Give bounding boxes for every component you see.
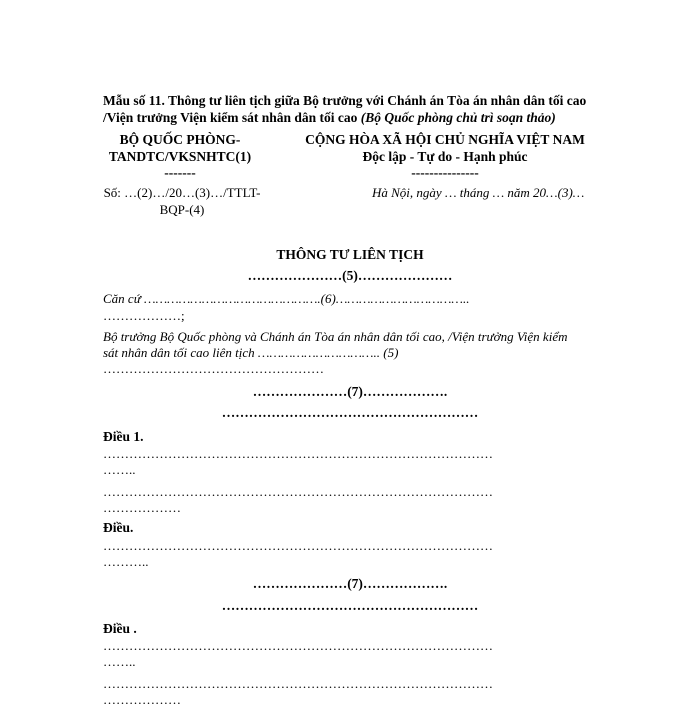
- document-number-line1: Số: …(2)…/20…(3)…/TTLT-: [103, 185, 261, 200]
- article-1-line1: ………………………………………………………………………………: [103, 446, 493, 461]
- section-title-2: …………………………………………………: [221, 598, 479, 613]
- article-3-line2: ……..: [103, 654, 136, 669]
- article-1-line3: ………………………………………………………………………………: [103, 484, 493, 499]
- document-number-line2: BQP-(4): [159, 202, 205, 217]
- national-separator: ---------------: [411, 165, 479, 180]
- national-title: CỘNG HÒA XÃ HỘI CHỦ NGHĨA VIỆT NAM: [305, 132, 585, 147]
- article-2-label: Điều.: [103, 520, 134, 535]
- form-title-line1: Mẫu số 11. Thông tư liên tịch giữa Bộ trưởng với Chánh án Tòa án nhân dân tối cao: [103, 93, 587, 108]
- section-heading-2: …………………(7)……………….: [252, 576, 448, 591]
- legal-basis-line1: Căn cứ ……………………………………….(6)……………………………..: [103, 291, 470, 306]
- national-motto: Độc lập - Tự do - Hạnh phúc: [362, 149, 528, 164]
- document-type-heading: THÔNG TƯ LIÊN TỊCH: [276, 247, 424, 262]
- article-1-line4: ………………: [103, 500, 181, 515]
- article-3-label: Điều .: [103, 621, 137, 636]
- article-3-line3: ………………………………………………………………………………: [103, 676, 493, 691]
- form-title-note: (Bộ Quốc phòng chủ trì soạn thảo): [360, 110, 556, 125]
- article-1-label: Điều 1.: [103, 429, 144, 444]
- form-title-line2-bold: /Viện trưởng Viện kiểm sát nhân dân tối cao: [103, 110, 358, 125]
- legal-basis-line2: ………………;: [103, 308, 185, 323]
- article-3-line4: ………………: [103, 692, 181, 707]
- preamble-line3: ……………………………………………: [103, 361, 324, 376]
- form-title-line2: [103, 109, 556, 126]
- preamble-line2: sát nhân dân tối cao liên tịch ………………………….. (5): [103, 345, 399, 360]
- preamble-line1: Bộ trưởng Bộ Quốc phòng và Chánh án Tòa án nhân dân tối cao, /Viện trưởng Viện kiểm: [103, 329, 568, 344]
- article-1-line2: ……..: [103, 462, 136, 477]
- section-title-1: …………………………………………………: [221, 405, 479, 420]
- article-2-line2: ………..: [103, 554, 149, 569]
- document-subject: …………………(5)…………………: [247, 268, 453, 283]
- article-2-line1: ………………………………………………………………………………: [103, 538, 493, 553]
- agency-name-line2: TANDTC/VKSNHTC(1): [108, 149, 252, 164]
- article-3-line1: ………………………………………………………………………………: [103, 638, 493, 653]
- agency-separator: -------: [164, 165, 196, 180]
- agency-name-line1: BỘ QUỐC PHÒNG-: [119, 132, 241, 147]
- section-heading-1: …………………(7)……………….: [252, 384, 448, 399]
- place-date-line: Hà Nội, ngày … tháng … năm 20…(3)…: [372, 185, 585, 200]
